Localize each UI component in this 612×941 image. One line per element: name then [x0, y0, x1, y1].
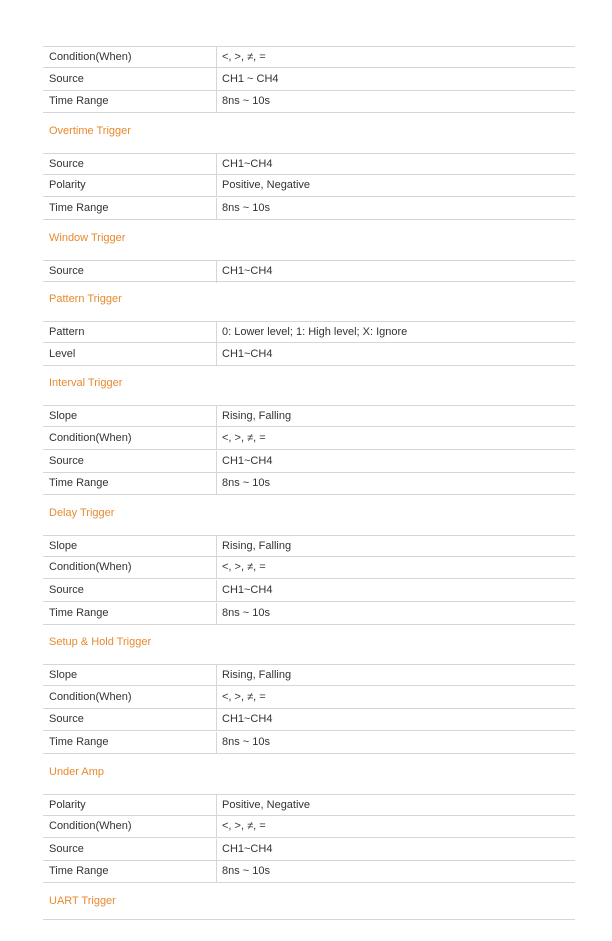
- row-label: Source: [49, 157, 84, 170]
- table-row: [43, 69, 575, 91]
- row-value: CH1 ~ CH4: [216, 69, 575, 91]
- row-value: CH1~CH4: [216, 344, 575, 366]
- section-title: Pattern Trigger: [49, 293, 122, 306]
- row-value: Rising, Falling: [216, 406, 575, 428]
- row-value: <, >, ≠, =: [216, 557, 575, 579]
- row-label: Time Range: [49, 202, 109, 214]
- row-label: Condition(When): [49, 432, 132, 444]
- row-value: CH1~CH4: [216, 839, 575, 861]
- section-title: UART Trigger: [49, 895, 116, 907]
- table-row: [43, 91, 575, 113]
- section-title: Interval Trigger: [49, 377, 123, 390]
- row-value: 0: Lower level; 1: High level; X: Ignore: [216, 322, 575, 344]
- row-label: Source: [49, 842, 84, 855]
- table-row: [43, 473, 575, 495]
- row-value: Rising, Falling: [216, 665, 575, 687]
- row-value: 8ns ~ 10s: [216, 91, 575, 113]
- row-value: Rising, Falling: [216, 536, 575, 558]
- row-label: Source: [49, 454, 84, 467]
- row-value: 8ns ~ 10s: [216, 473, 575, 495]
- row-label: Condition(When): [49, 820, 132, 833]
- row-label: Time Range: [49, 95, 109, 108]
- table-row: [43, 687, 575, 709]
- row-label: Polarity: [49, 798, 86, 811]
- table-row: [43, 198, 575, 220]
- table-row: [43, 344, 575, 366]
- row-label: Slope: [49, 539, 78, 552]
- row-value: Positive, Negative: [216, 175, 575, 197]
- table-row: [43, 794, 575, 816]
- row-label: Polarity: [49, 179, 86, 192]
- table-row: [43, 321, 575, 343]
- row-label: Time Range: [49, 477, 109, 490]
- table-row: [43, 861, 575, 883]
- row-value: <, >, ≠, =: [216, 47, 575, 69]
- row-value: CH1~CH4: [216, 580, 575, 602]
- table-row: [43, 580, 575, 602]
- row-label: Condition(When): [49, 51, 132, 63]
- table-row: [43, 557, 575, 579]
- table-row: [43, 153, 575, 175]
- row-label: Time Range: [49, 736, 109, 748]
- table-row: [43, 816, 575, 838]
- row-label: Level: [49, 347, 76, 360]
- table-row: [43, 175, 575, 197]
- table-row: [43, 603, 575, 625]
- row-label: Source: [49, 713, 84, 726]
- row-label: Slope: [49, 410, 78, 423]
- table-row: [43, 839, 575, 861]
- row-label: Source: [49, 72, 84, 85]
- table-row: [43, 260, 575, 282]
- row-value: 8ns ~ 10s: [216, 732, 575, 754]
- row-label: Source: [49, 584, 84, 596]
- section-title: Overtime Trigger: [49, 124, 131, 137]
- row-label: Source: [49, 264, 84, 277]
- row-value: CH1~CH4: [216, 709, 575, 731]
- row-label: Slope: [49, 669, 78, 682]
- section-title: Setup & Hold Trigger: [49, 636, 152, 649]
- row-value: 8ns ~ 10s: [216, 861, 575, 883]
- row-value: CH1~CH4: [216, 154, 575, 176]
- row-value: CH1~CH4: [216, 261, 575, 283]
- table-divider: [43, 919, 575, 920]
- row-value: Positive, Negative: [216, 795, 575, 817]
- row-value: CH1~CH4: [216, 451, 575, 473]
- row-value: <, >, ≠, =: [216, 816, 575, 838]
- row-value: <, >, ≠, =: [216, 687, 575, 709]
- row-label: Pattern: [49, 326, 85, 339]
- table-row: [43, 535, 575, 557]
- row-value: 8ns ~ 10s: [216, 198, 575, 220]
- row-label: Condition(When): [49, 690, 132, 703]
- table-row: [43, 428, 575, 450]
- table-row: [43, 709, 575, 731]
- table-row: [43, 46, 575, 68]
- row-value: <, >, ≠, =: [216, 428, 575, 450]
- row-label: Time Range: [49, 865, 109, 878]
- row-value: 8ns ~ 10s: [216, 603, 575, 625]
- table-row: [43, 732, 575, 754]
- table-row: [43, 664, 575, 686]
- row-label: Time Range: [49, 606, 109, 619]
- section-title: Under Amp: [49, 765, 105, 778]
- table-row: [43, 405, 575, 427]
- section-title: Delay Trigger: [49, 506, 115, 519]
- table-row: [43, 451, 575, 473]
- section-title: Window Trigger: [49, 231, 126, 244]
- row-label: Condition(When): [49, 561, 132, 574]
